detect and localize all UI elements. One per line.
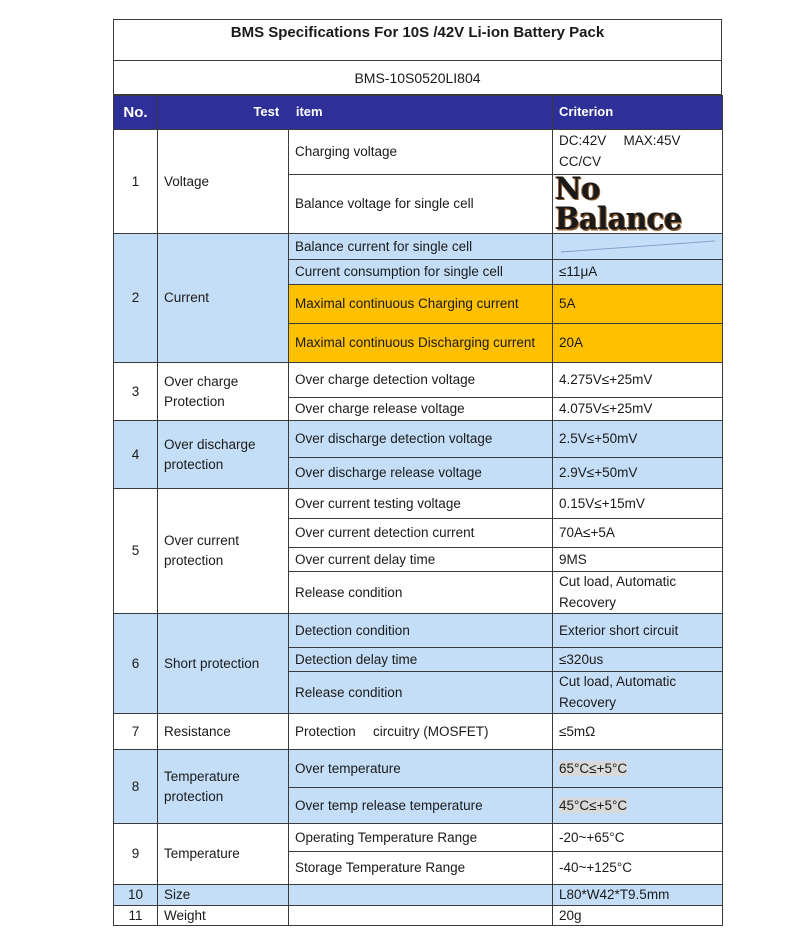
row-number: 8 bbox=[114, 750, 158, 824]
criterion-value: 2.5V≤+50mV bbox=[553, 421, 723, 458]
test-item: Maximal continuous Charging current bbox=[289, 285, 553, 324]
table-row bbox=[114, 421, 723, 458]
row-category: Temperature bbox=[158, 824, 289, 885]
row-number: 10 bbox=[114, 885, 158, 906]
row-category: Temperature protection bbox=[158, 750, 289, 824]
test-item: Current consumption for single cell bbox=[289, 260, 553, 285]
test-item: Over charge detection voltage bbox=[289, 363, 553, 398]
criterion-value: 0.15V≤+15mV bbox=[553, 489, 723, 519]
row-category: Current bbox=[158, 234, 289, 363]
test-item-empty bbox=[289, 885, 553, 906]
criterion-value: 20A bbox=[553, 324, 723, 363]
row-category: Resistance bbox=[158, 714, 289, 750]
spec-sheet bbox=[113, 19, 722, 926]
row-category: Short protection bbox=[158, 614, 289, 714]
test-item: Detection condition bbox=[289, 614, 553, 648]
test-item: Over current detection current bbox=[289, 519, 553, 548]
test-item: Balance current for single cell bbox=[289, 234, 553, 260]
criterion-value: ≤11μA bbox=[553, 260, 723, 285]
criterion-value: 4.275V≤+25mV bbox=[553, 363, 723, 398]
criterion-value: 5A bbox=[553, 285, 723, 324]
test-item: Detection delay time bbox=[289, 648, 553, 672]
header-criterion: Criterion bbox=[553, 96, 723, 130]
criterion-value: DC:42V MAX:45V CC/CV bbox=[553, 130, 723, 175]
no-balance-stamp-image: No Balance bbox=[553, 175, 723, 234]
row-category: Over current protection bbox=[158, 489, 289, 614]
criterion-value: -20~+65°C bbox=[553, 824, 723, 852]
test-item: Maximal continuous Discharging current bbox=[289, 324, 553, 363]
test-item: Over temperature bbox=[289, 750, 553, 788]
table-row bbox=[114, 130, 723, 175]
row-number: 1 bbox=[114, 130, 158, 234]
criterion-value: 2.9V≤+50mV bbox=[553, 458, 723, 489]
row-category: Over discharge protection bbox=[158, 421, 289, 489]
criterion-value: Exterior short circuit bbox=[553, 614, 723, 648]
test-item: Charging voltage bbox=[289, 130, 553, 175]
table-row bbox=[114, 824, 723, 852]
test-item: Storage Temperature Range bbox=[289, 852, 553, 885]
model-number: BMS-10S0520LI804 bbox=[113, 61, 722, 95]
table-row bbox=[114, 885, 723, 906]
criterion-value: 4.075V≤+25mV bbox=[553, 398, 723, 421]
criterion-value: 45°C≤+5°C bbox=[553, 788, 723, 824]
test-item: Protection circuitry (MOSFET) bbox=[289, 714, 553, 750]
test-item: Release condition bbox=[289, 672, 553, 714]
table-row bbox=[114, 750, 723, 788]
criterion-value: ≤320us bbox=[553, 648, 723, 672]
row-category: Over charge Protection bbox=[158, 363, 289, 421]
test-item: Over charge release voltage bbox=[289, 398, 553, 421]
table-row bbox=[114, 234, 723, 260]
table-row bbox=[114, 714, 723, 750]
table-row bbox=[114, 905, 723, 926]
row-category: Size bbox=[158, 885, 289, 906]
test-item: Over discharge detection voltage bbox=[289, 421, 553, 458]
row-number: 6 bbox=[114, 614, 158, 714]
row-number: 11 bbox=[114, 905, 158, 926]
criterion-value: 20g bbox=[553, 905, 723, 926]
header-test-item: Test item bbox=[158, 96, 553, 130]
criterion-value: Cut load, Automatic Recovery bbox=[553, 672, 723, 714]
table-header-row bbox=[114, 96, 723, 130]
test-item: Over current testing voltage bbox=[289, 489, 553, 519]
test-item: Over current delay time bbox=[289, 548, 553, 572]
row-number: 3 bbox=[114, 363, 158, 421]
criterion-value: -40~+125°C bbox=[553, 852, 723, 885]
table-row bbox=[114, 363, 723, 398]
criterion-value: 70A≤+5A bbox=[553, 519, 723, 548]
criterion-value: L80*W42*T9.5mm bbox=[553, 885, 723, 906]
row-category: Weight bbox=[158, 905, 289, 926]
header-no: No. bbox=[114, 96, 158, 130]
criterion-value: 9MS bbox=[553, 548, 723, 572]
test-item: Balance voltage for single cell bbox=[289, 175, 553, 234]
test-item-empty bbox=[289, 905, 553, 926]
test-item: Over discharge release voltage bbox=[289, 458, 553, 489]
criterion-value: 65°C≤+5°C bbox=[553, 750, 723, 788]
criterion-value-slash bbox=[553, 234, 723, 260]
criterion-value: Cut load, Automatic Recovery bbox=[553, 572, 723, 614]
test-item: Operating Temperature Range bbox=[289, 824, 553, 852]
test-item: Release condition bbox=[289, 572, 553, 614]
row-number: 2 bbox=[114, 234, 158, 363]
row-number: 5 bbox=[114, 489, 158, 614]
row-category: Voltage bbox=[158, 130, 289, 234]
document-title: BMS Specifications For 10S /42V Li-ion Battery Pack bbox=[113, 19, 722, 61]
spec-table bbox=[113, 95, 723, 926]
row-number: 9 bbox=[114, 824, 158, 885]
table-row bbox=[114, 614, 723, 648]
criterion-value: ≤5mΩ bbox=[553, 714, 723, 750]
row-number: 4 bbox=[114, 421, 158, 489]
test-item: Over temp release temperature bbox=[289, 788, 553, 824]
row-number: 7 bbox=[114, 714, 158, 750]
table-row bbox=[114, 489, 723, 519]
